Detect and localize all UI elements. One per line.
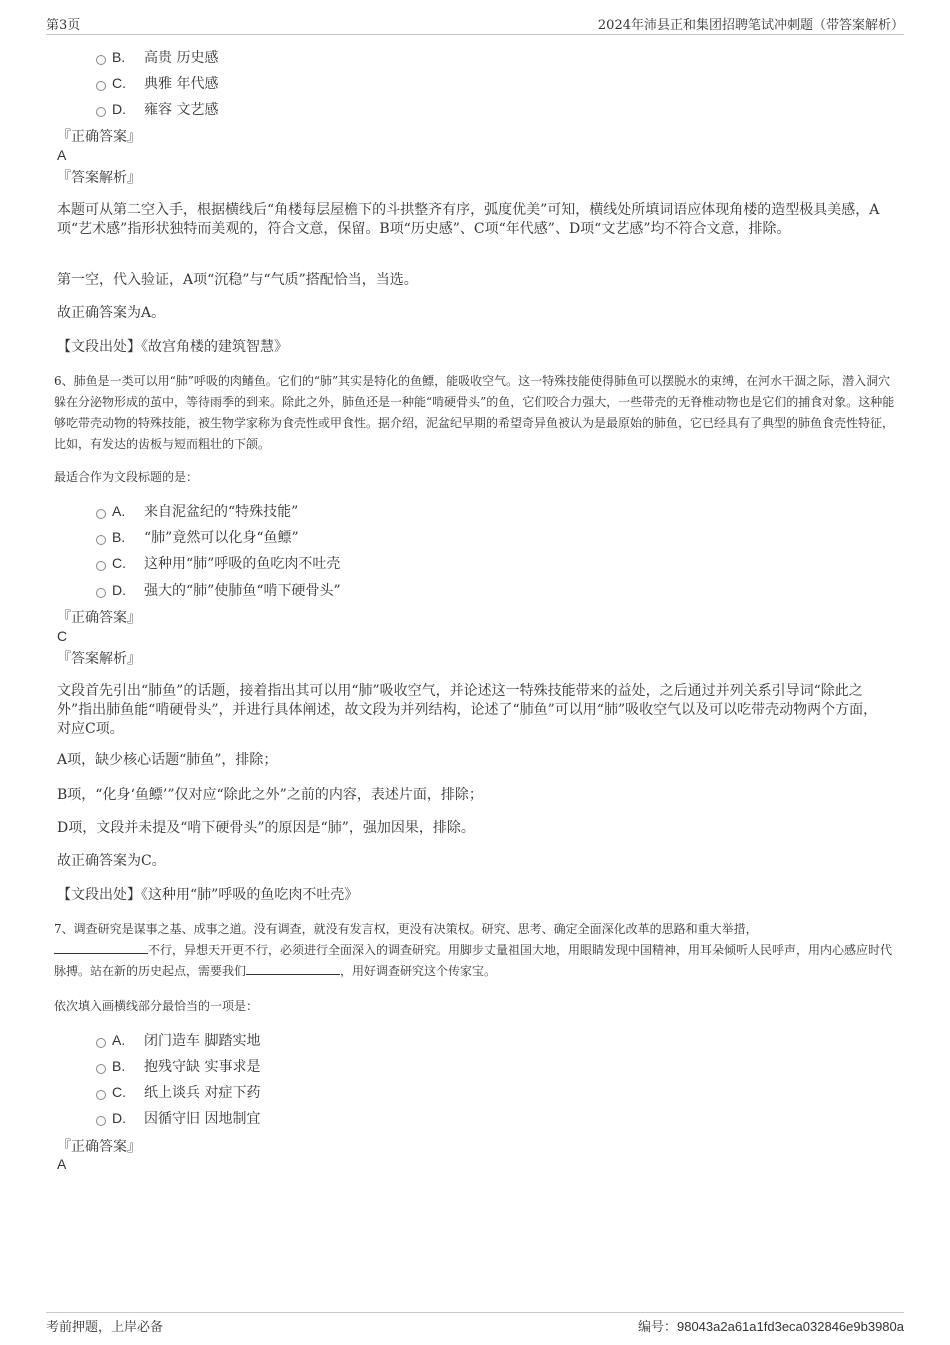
fill-blank: [54, 941, 148, 954]
q7-option-b[interactable]: B. 抱残守缺 实事求是: [96, 1056, 260, 1076]
answer-label: 『正确答案』: [57, 1139, 141, 1155]
correct-answer: A: [57, 147, 67, 163]
q6-option-b[interactable]: B. “肺”竟然可以化身“鱼鳔”: [96, 527, 299, 547]
radio-icon[interactable]: [96, 535, 106, 545]
analysis-paragraph: 故正确答案为A。: [57, 305, 166, 321]
analysis-paragraph: 第一空，代入验证，A项“沉稳”与“气质”搭配恰当，当选。: [57, 272, 418, 288]
q7-option-c[interactable]: C. 纸上谈兵 对症下药: [96, 1082, 260, 1102]
answer-label: 『正确答案』: [57, 129, 141, 145]
q5-option-c[interactable]: C. 典雅 年代感: [96, 73, 218, 93]
q6-option-d[interactable]: D. 强大的“肺”使肺鱼“啃下硬骨头”: [96, 580, 341, 600]
analysis-paragraph: B项，“化身‘鱼鳔’”仅对应“除此之外”之前的内容，表述片面，排除；: [57, 787, 483, 803]
q6-option-a[interactable]: A. 来自泥盆纪的“特殊技能”: [96, 501, 298, 521]
q7-option-d[interactable]: D. 因循守旧 因地制宜: [96, 1108, 260, 1128]
radio-icon[interactable]: [96, 107, 106, 117]
radio-icon[interactable]: [96, 1064, 106, 1074]
analysis-paragraph: 文段首先引出“肺鱼”的话题，接着指出其可以用“肺”吸收空气，并论述这一特殊技能带来的益处，之后通过并列关系引导词“除此之外”指出肺鱼能“啃硬骨头”，并进行具体阐述，故文段为并列结构，论述了“肺鱼”可以用“肺”吸收空气以及可以吃带壳动物两个方面，对应C项。: [57, 683, 878, 737]
question-text: 6、肺鱼是一类可以用“肺”呼吸的肉鳍鱼。它们的“肺”其实是特化的鱼鳔，能吸收空气。这一特殊技能使得肺鱼可以摆脱水的束缚，在河水干涸之际，潜入洞穴躲在分泌物形成的茧中，等待雨季的到来。除此之外，肺鱼还是一种能“啃硬骨头”的鱼，它们咬合力强大，一些带壳的无脊椎动物也是它们的捕食对象。这种能够吃带壳动物的特殊技能，被生物学家称为食壳性或甲食性。据介绍，泥盆纪早期的希望奇异鱼被认为是最原始的肺鱼，它已经具有了典型的肺鱼食壳性特征，比如，有发达的齿板与短而粗壮的下颌。: [54, 374, 895, 451]
answer-label: 『正确答案』: [57, 610, 141, 626]
analysis-paragraph: A项，缺少核心话题“肺鱼”，排除；: [57, 752, 278, 768]
radio-icon[interactable]: [96, 1038, 106, 1048]
analysis-paragraph: 故正确答案为C。: [57, 853, 166, 869]
document-code: 编号：98043a2a61a1fd3eca032846e9b3980a: [637, 1319, 904, 1334]
correct-answer: A: [57, 1156, 67, 1172]
radio-icon[interactable]: [96, 561, 106, 571]
radio-icon[interactable]: [96, 588, 106, 598]
radio-icon[interactable]: [96, 509, 106, 519]
source-citation: 【文段出处】《故宫角楼的建筑智慧》: [57, 339, 288, 355]
radio-icon[interactable]: [96, 81, 106, 91]
analysis-label: 『答案解析』: [57, 170, 141, 186]
footer-slogan: 考前押题，上岸必备: [46, 1320, 164, 1335]
correct-answer: C: [57, 628, 68, 644]
q5-option-d[interactable]: D. 雍容 文艺感: [96, 99, 218, 119]
radio-icon[interactable]: [96, 1090, 106, 1100]
question-prompt: 最适合作为文段标题的是：: [54, 470, 199, 484]
q5-option-b[interactable]: B. 高贵 历史感: [96, 47, 218, 67]
fill-blank: [246, 962, 340, 975]
source-citation: 【文段出处】《这种用“肺”呼吸的鱼吃肉不吐壳》: [57, 887, 359, 903]
document-title: 2024年沛县正和集团招聘笔试冲刺题（带答案解析）: [597, 18, 904, 33]
analysis-paragraph: 本题可从第二空入手，根据横线后“角楼每层屋檐下的斗拱整齐有序，弧度优美”可知，横线处所填词语应体现角楼的造型极具美感，A项“艺术感”指形状独特而美观的，符合文意，保留。B项“历史感”、C项“年代感”、D项“文艺感”均不符合文意，排除。: [57, 202, 880, 237]
analysis-label: 『答案解析』: [57, 651, 141, 667]
page-footer: [46, 1312, 904, 1335]
analysis-paragraph: D项，文段并未提及“啃下硬骨头”的原因是“肺”，强加因果，排除。: [57, 820, 475, 836]
radio-icon[interactable]: [96, 1116, 106, 1126]
question-prompt: 依次填入画横线部分最恰当的一项是：: [54, 999, 259, 1013]
question-text: 7、调查研究是谋事之基、成事之道。没有调查，就没有发言权，更没有决策权。研究、思考、确定全面深化改革的思路和重大举措， 不行，异想天开更不行，必须进行全面深入的调查研究。用脚步丈量祖国大地，用眼睛发现中国精神，用耳朵倾听人民呼声，用内心感应时代脉搏。站在新的历史起点，需要我们 ，用好调查研究这个传家宝。: [54, 922, 893, 978]
radio-icon[interactable]: [96, 55, 106, 65]
q6-option-c[interactable]: C. 这种用“肺”呼吸的鱼吃肉不吐壳: [96, 553, 340, 573]
page-number: 第3页: [46, 18, 81, 33]
page-header: [46, 14, 904, 35]
q7-option-a[interactable]: A. 闭门造车 脚踏实地: [96, 1030, 260, 1050]
